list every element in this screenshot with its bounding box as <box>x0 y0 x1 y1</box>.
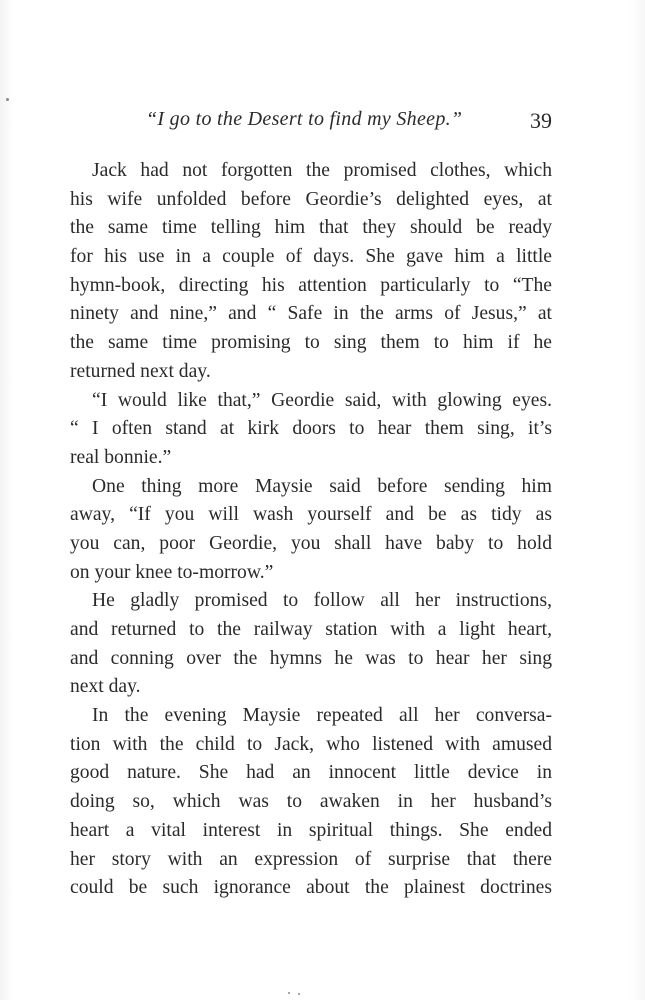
text-line: One thing more Maysie said before sending him <box>92 475 552 497</box>
body-text <box>70 157 552 903</box>
page-number: 39 <box>530 108 552 133</box>
text-line: the same time promising to sing them to him if he <box>70 332 552 354</box>
text-line: tion with the child to Jack, who listened with amused <box>70 733 552 755</box>
text-line: hymn-book, directing his attention particularly to “The <box>70 274 552 296</box>
text-line: the same time telling him that they should be ready <box>70 217 552 239</box>
running-title: “I go to the Desert to find my Sheep.” <box>146 108 463 130</box>
text-line: and returned to the railway station with a light heart, <box>70 619 552 640</box>
text-line: returned next day. <box>70 360 211 382</box>
text-line: ninety and nine,” and “ Safe in the arms of Jesus,” at <box>70 303 552 325</box>
text-line: could be such ignorance about the plainest doctrines <box>70 877 552 899</box>
text-line: you can, poor Geordie, you shall have baby to hold <box>70 532 552 554</box>
text-line: next day. <box>70 676 141 698</box>
text-line: her story with an expression of surprise that there <box>70 848 552 870</box>
text-line: for his use in a couple of days. She gave him a little <box>70 246 552 268</box>
text-line: on your knee to-morrow.” <box>70 561 274 583</box>
text-line: In the evening Maysie repeated all her conversa- <box>92 705 552 727</box>
scan-speck <box>298 993 300 995</box>
text-line: Jack had not forgotten the promised clothes, which <box>92 160 552 181</box>
text-line: He gladly promised to follow all her instructions, <box>92 590 552 612</box>
text-line: good nature. She had an innocent little device in <box>70 762 552 784</box>
page-header <box>70 108 552 140</box>
text-line: “ I often stand at kirk doors to hear them sing, it’s <box>70 418 552 440</box>
text-line: real bonnie.” <box>70 446 172 468</box>
text-line: his wife unfolded before Geordie’s delighted eyes, at <box>70 188 552 210</box>
scan-speck <box>288 992 290 994</box>
text-line: doing so, which was to awaken in her husband’s <box>70 791 552 813</box>
text-line: away, “If you will wash yourself and be as tidy as <box>70 504 552 526</box>
scan-speck <box>6 98 9 101</box>
text-line: “I would like that,” Geordie said, with glowing eyes. <box>92 389 552 411</box>
text-line: and conning over the hymns he was to hear her sing <box>70 647 552 669</box>
text-line: heart a vital interest in spiritual things. She ended <box>70 819 552 841</box>
